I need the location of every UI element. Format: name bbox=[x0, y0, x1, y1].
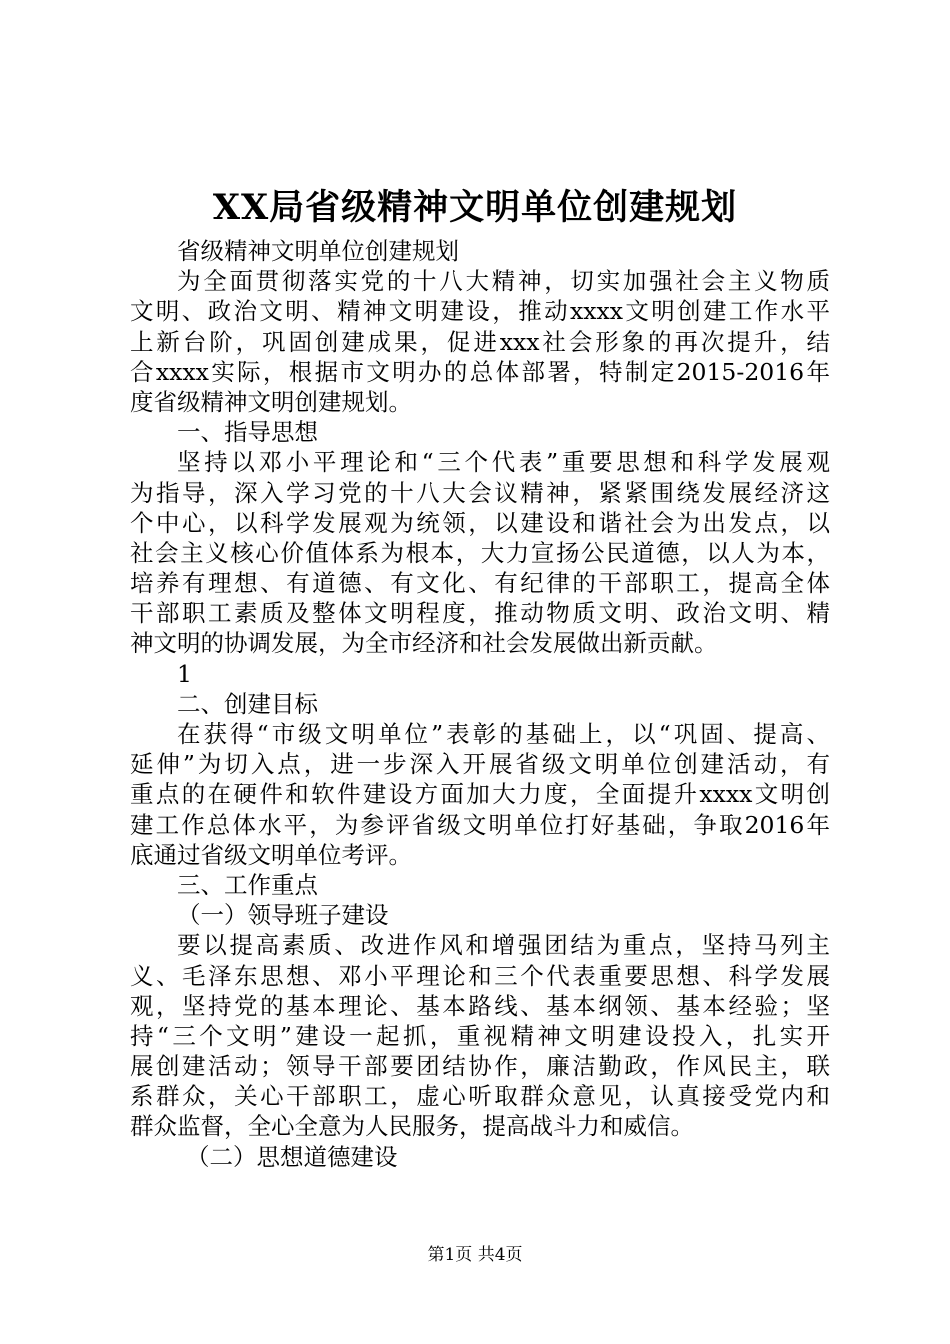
section-heading: 一、指导思想 bbox=[177, 418, 318, 447]
paragraph-line: 为全面贯彻落实党的十八大精神，切实加强社会主义物质 bbox=[177, 267, 830, 296]
paragraph-line: 底通过省级文明单位考评。 bbox=[130, 840, 412, 869]
page-footer: 第1页 共4页 bbox=[427, 1245, 523, 1265]
document-body bbox=[130, 236, 830, 1172]
paragraph-line: 群众监督，全心全意为人民服务，提高战斗力和威信。 bbox=[130, 1112, 694, 1141]
paragraph-line: 义、毛泽东思想、邓小平理论和三个代表重要思想、科学发展 bbox=[130, 961, 830, 990]
paragraph-line: 神文明的协调发展，为全市经济和社会发展做出新贡献。 bbox=[130, 629, 718, 658]
paragraph-line: 建工作总体水平，为参评省级文明单位打好基础，争取2016年 bbox=[130, 810, 830, 839]
paragraph-line: 观，坚持党的基本理论、基本路线、基本纲领、基本经验；坚 bbox=[130, 991, 830, 1020]
paragraph-line: 延伸”为切入点，进一步深入开展省级文明单位创建活动，有 bbox=[130, 750, 830, 779]
paragraph-line: 要以提高素质、改进作风和增强团结为重点，坚持马列主 bbox=[177, 931, 830, 960]
subtitle-line: 省级精神文明单位创建规划 bbox=[177, 237, 459, 265]
subsection-heading: （二）思想道德建设 bbox=[186, 1142, 398, 1171]
paragraph-line: 合xxxx实际，根据市文明办的总体部署，特制定2015-2016年 bbox=[130, 357, 830, 386]
paragraph-line: 坚持以邓小平理论和“三个代表”重要思想和科学发展观 bbox=[177, 448, 830, 477]
paragraph-line: 文明、政治文明、精神文明建设，推动xxxx文明创建工作水平 bbox=[130, 297, 830, 326]
paragraph-line: 系群众，关心干部职工，虚心听取群众意见，认真接受党内和 bbox=[130, 1082, 830, 1111]
paragraph-line: 干部职工素质及整体文明程度，推动物质文明、政治文明、精 bbox=[130, 599, 830, 628]
paragraph-line: 重点的在硬件和软件建设方面加大力度，全面提升xxxx文明创 bbox=[130, 780, 830, 809]
paragraph-line: 持“三个文明”建设一起抓，重视精神文明建设投入，扎实开 bbox=[130, 1021, 830, 1050]
subsection-heading: （一）领导班子建设 bbox=[177, 901, 389, 930]
document-title: XX局省级精神文明单位创建规划 bbox=[212, 187, 738, 228]
section-heading: 三、工作重点 bbox=[177, 870, 318, 899]
paragraph-line: 培养有理想、有道德、有文化、有纪律的干部职工，提高全体 bbox=[130, 569, 830, 598]
paragraph-line: 社会主义核心价值体系为根本，大力宣扬公民道德，以人为本， bbox=[130, 538, 830, 567]
paragraph-line: 上新台阶，巩固创建成果，促进xxx社会形象的再次提升，结 bbox=[130, 327, 830, 356]
paragraph-line: 度省级精神文明创建规划。 bbox=[130, 387, 412, 416]
paragraph-line: 为指导，深入学习党的十八大会议精神，紧紧围绕发展经济这 bbox=[130, 478, 830, 507]
section-heading: 二、创建目标 bbox=[177, 689, 318, 718]
paragraph-line: 在获得“市级文明单位”表彰的基础上，以“巩固、提高、 bbox=[177, 720, 830, 748]
paragraph-line: 展创建活动；领导干部要团结协作，廉洁勤政，作风民主，联 bbox=[130, 1052, 830, 1081]
paragraph-line: 个中心，以科学发展观为统领，以建设和谐社会为出发点，以 bbox=[130, 508, 830, 537]
page-number-marker: 1 bbox=[177, 659, 192, 688]
